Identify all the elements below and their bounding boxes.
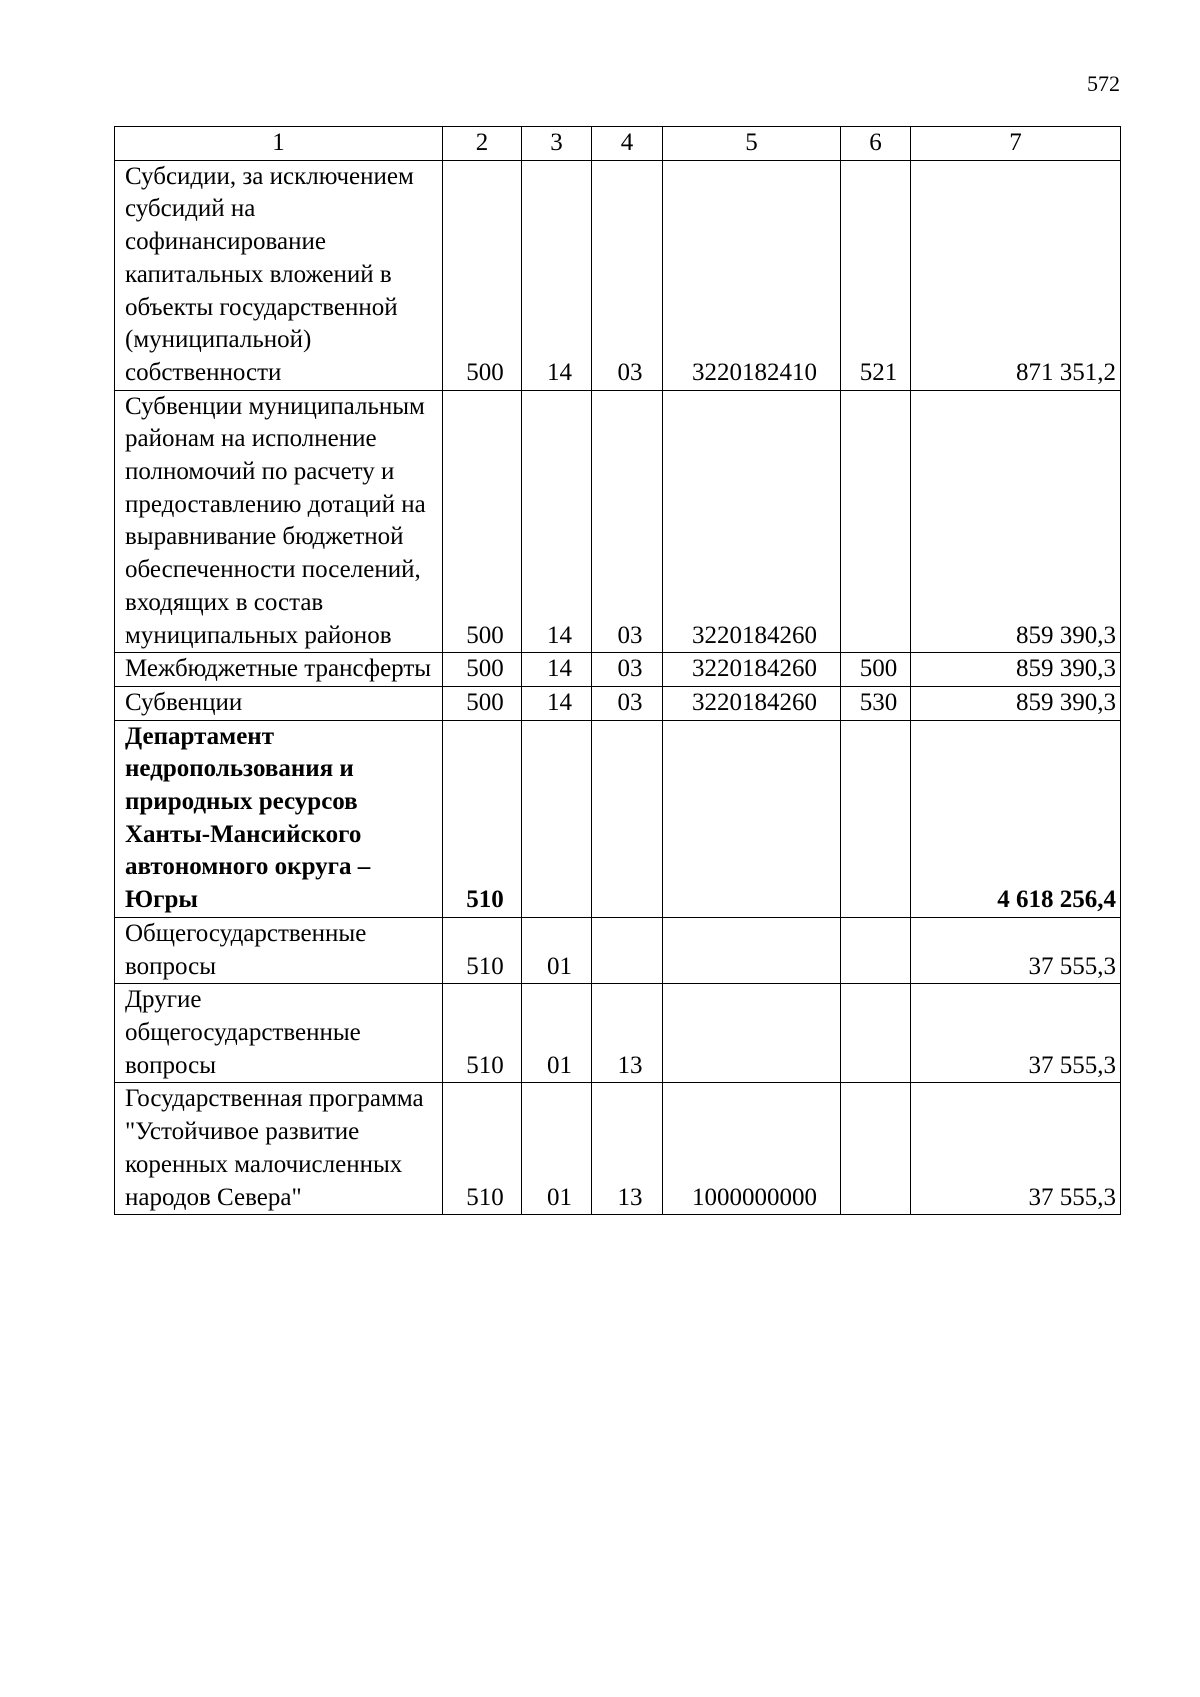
row-subsection-cell: 03 bbox=[592, 160, 663, 390]
table-row bbox=[115, 390, 1121, 653]
row-subsection-cell bbox=[592, 917, 663, 983]
row-expense-type-cell: 521 bbox=[841, 160, 911, 390]
row-code-cell: 510 bbox=[443, 1083, 522, 1215]
row-subsection-cell: 03 bbox=[592, 390, 663, 653]
row-section-cell: 14 bbox=[522, 390, 592, 653]
row-code-cell: 500 bbox=[443, 686, 522, 720]
row-amount-cell: 859 390,3 bbox=[911, 686, 1121, 720]
row-code-cell: 510 bbox=[443, 917, 522, 983]
table-header-row bbox=[115, 127, 1121, 161]
row-target-cell bbox=[663, 917, 841, 983]
row-target-cell: 3220184260 bbox=[663, 390, 841, 653]
row-section-cell: 14 bbox=[522, 686, 592, 720]
row-section-cell: 14 bbox=[522, 160, 592, 390]
row-code-cell: 510 bbox=[443, 984, 522, 1083]
table-row bbox=[115, 686, 1121, 720]
row-name-cell: Государственная программа "Устойчивое развитие коренных малочисленных народов Севера" bbox=[115, 1083, 443, 1215]
row-name-cell: Департамент недропользования и природных ресурсов Ханты-Мансийского автономного округа – Югры bbox=[115, 720, 443, 917]
row-amount-cell: 37 555,3 bbox=[911, 917, 1121, 983]
row-target-cell bbox=[663, 720, 841, 917]
row-name-cell: Другие общегосударственные вопросы bbox=[115, 984, 443, 1083]
table-row bbox=[115, 720, 1121, 917]
row-target-cell: 3220184260 bbox=[663, 686, 841, 720]
table-row bbox=[115, 917, 1121, 983]
row-subsection-cell: 13 bbox=[592, 1083, 663, 1215]
row-section-cell: 01 bbox=[522, 1083, 592, 1215]
row-code-cell: 500 bbox=[443, 653, 522, 687]
row-target-cell: 1000000000 bbox=[663, 1083, 841, 1215]
column-header-3: 3 bbox=[522, 127, 592, 161]
row-amount-cell: 37 555,3 bbox=[911, 984, 1121, 1083]
row-subsection-cell bbox=[592, 720, 663, 917]
table-row bbox=[115, 1083, 1121, 1215]
row-section-cell: 01 bbox=[522, 917, 592, 983]
column-header-2: 2 bbox=[443, 127, 522, 161]
row-code-cell: 510 bbox=[443, 720, 522, 917]
row-name-cell: Субвенции bbox=[115, 686, 443, 720]
table-row bbox=[115, 984, 1121, 1083]
table-row bbox=[115, 653, 1121, 687]
table-row bbox=[115, 160, 1121, 390]
row-target-cell: 3220182410 bbox=[663, 160, 841, 390]
column-header-5: 5 bbox=[663, 127, 841, 161]
row-amount-cell: 4 618 256,4 bbox=[911, 720, 1121, 917]
column-header-1: 1 bbox=[115, 127, 443, 161]
row-expense-type-cell bbox=[841, 917, 911, 983]
row-section-cell bbox=[522, 720, 592, 917]
row-name-cell: Субсидии, за исключением субсидий на софинансирование капитальных вложений в объекты государственной (муниципальной) собственности bbox=[115, 160, 443, 390]
row-amount-cell: 859 390,3 bbox=[911, 653, 1121, 687]
row-expense-type-cell: 500 bbox=[841, 653, 911, 687]
row-amount-cell: 37 555,3 bbox=[911, 1083, 1121, 1215]
budget-table bbox=[114, 126, 1121, 1215]
row-name-cell: Общегосударственные вопросы bbox=[115, 917, 443, 983]
row-code-cell: 500 bbox=[443, 390, 522, 653]
row-expense-type-cell bbox=[841, 390, 911, 653]
row-code-cell: 500 bbox=[443, 160, 522, 390]
row-name-cell: Межбюджетные трансферты bbox=[115, 653, 443, 687]
column-header-7: 7 bbox=[911, 127, 1121, 161]
row-target-cell: 3220184260 bbox=[663, 653, 841, 687]
row-expense-type-cell: 530 bbox=[841, 686, 911, 720]
row-expense-type-cell bbox=[841, 720, 911, 917]
page-number: 572 bbox=[1087, 71, 1120, 96]
table-body bbox=[115, 160, 1121, 1215]
row-expense-type-cell bbox=[841, 984, 911, 1083]
row-subsection-cell: 03 bbox=[592, 686, 663, 720]
row-target-cell bbox=[663, 984, 841, 1083]
row-subsection-cell: 03 bbox=[592, 653, 663, 687]
row-amount-cell: 871 351,2 bbox=[911, 160, 1121, 390]
row-expense-type-cell bbox=[841, 1083, 911, 1215]
row-amount-cell: 859 390,3 bbox=[911, 390, 1121, 653]
row-name-cell: Субвенции муниципальным районам на исполнение полномочий по расчету и предоставлению дотаций на выравнивание бюджетной обеспеченности поселений, входящих в состав муниципальных районов bbox=[115, 390, 443, 653]
row-section-cell: 14 bbox=[522, 653, 592, 687]
row-section-cell: 01 bbox=[522, 984, 592, 1083]
column-header-4: 4 bbox=[592, 127, 663, 161]
row-subsection-cell: 13 bbox=[592, 984, 663, 1083]
column-header-6: 6 bbox=[841, 127, 911, 161]
